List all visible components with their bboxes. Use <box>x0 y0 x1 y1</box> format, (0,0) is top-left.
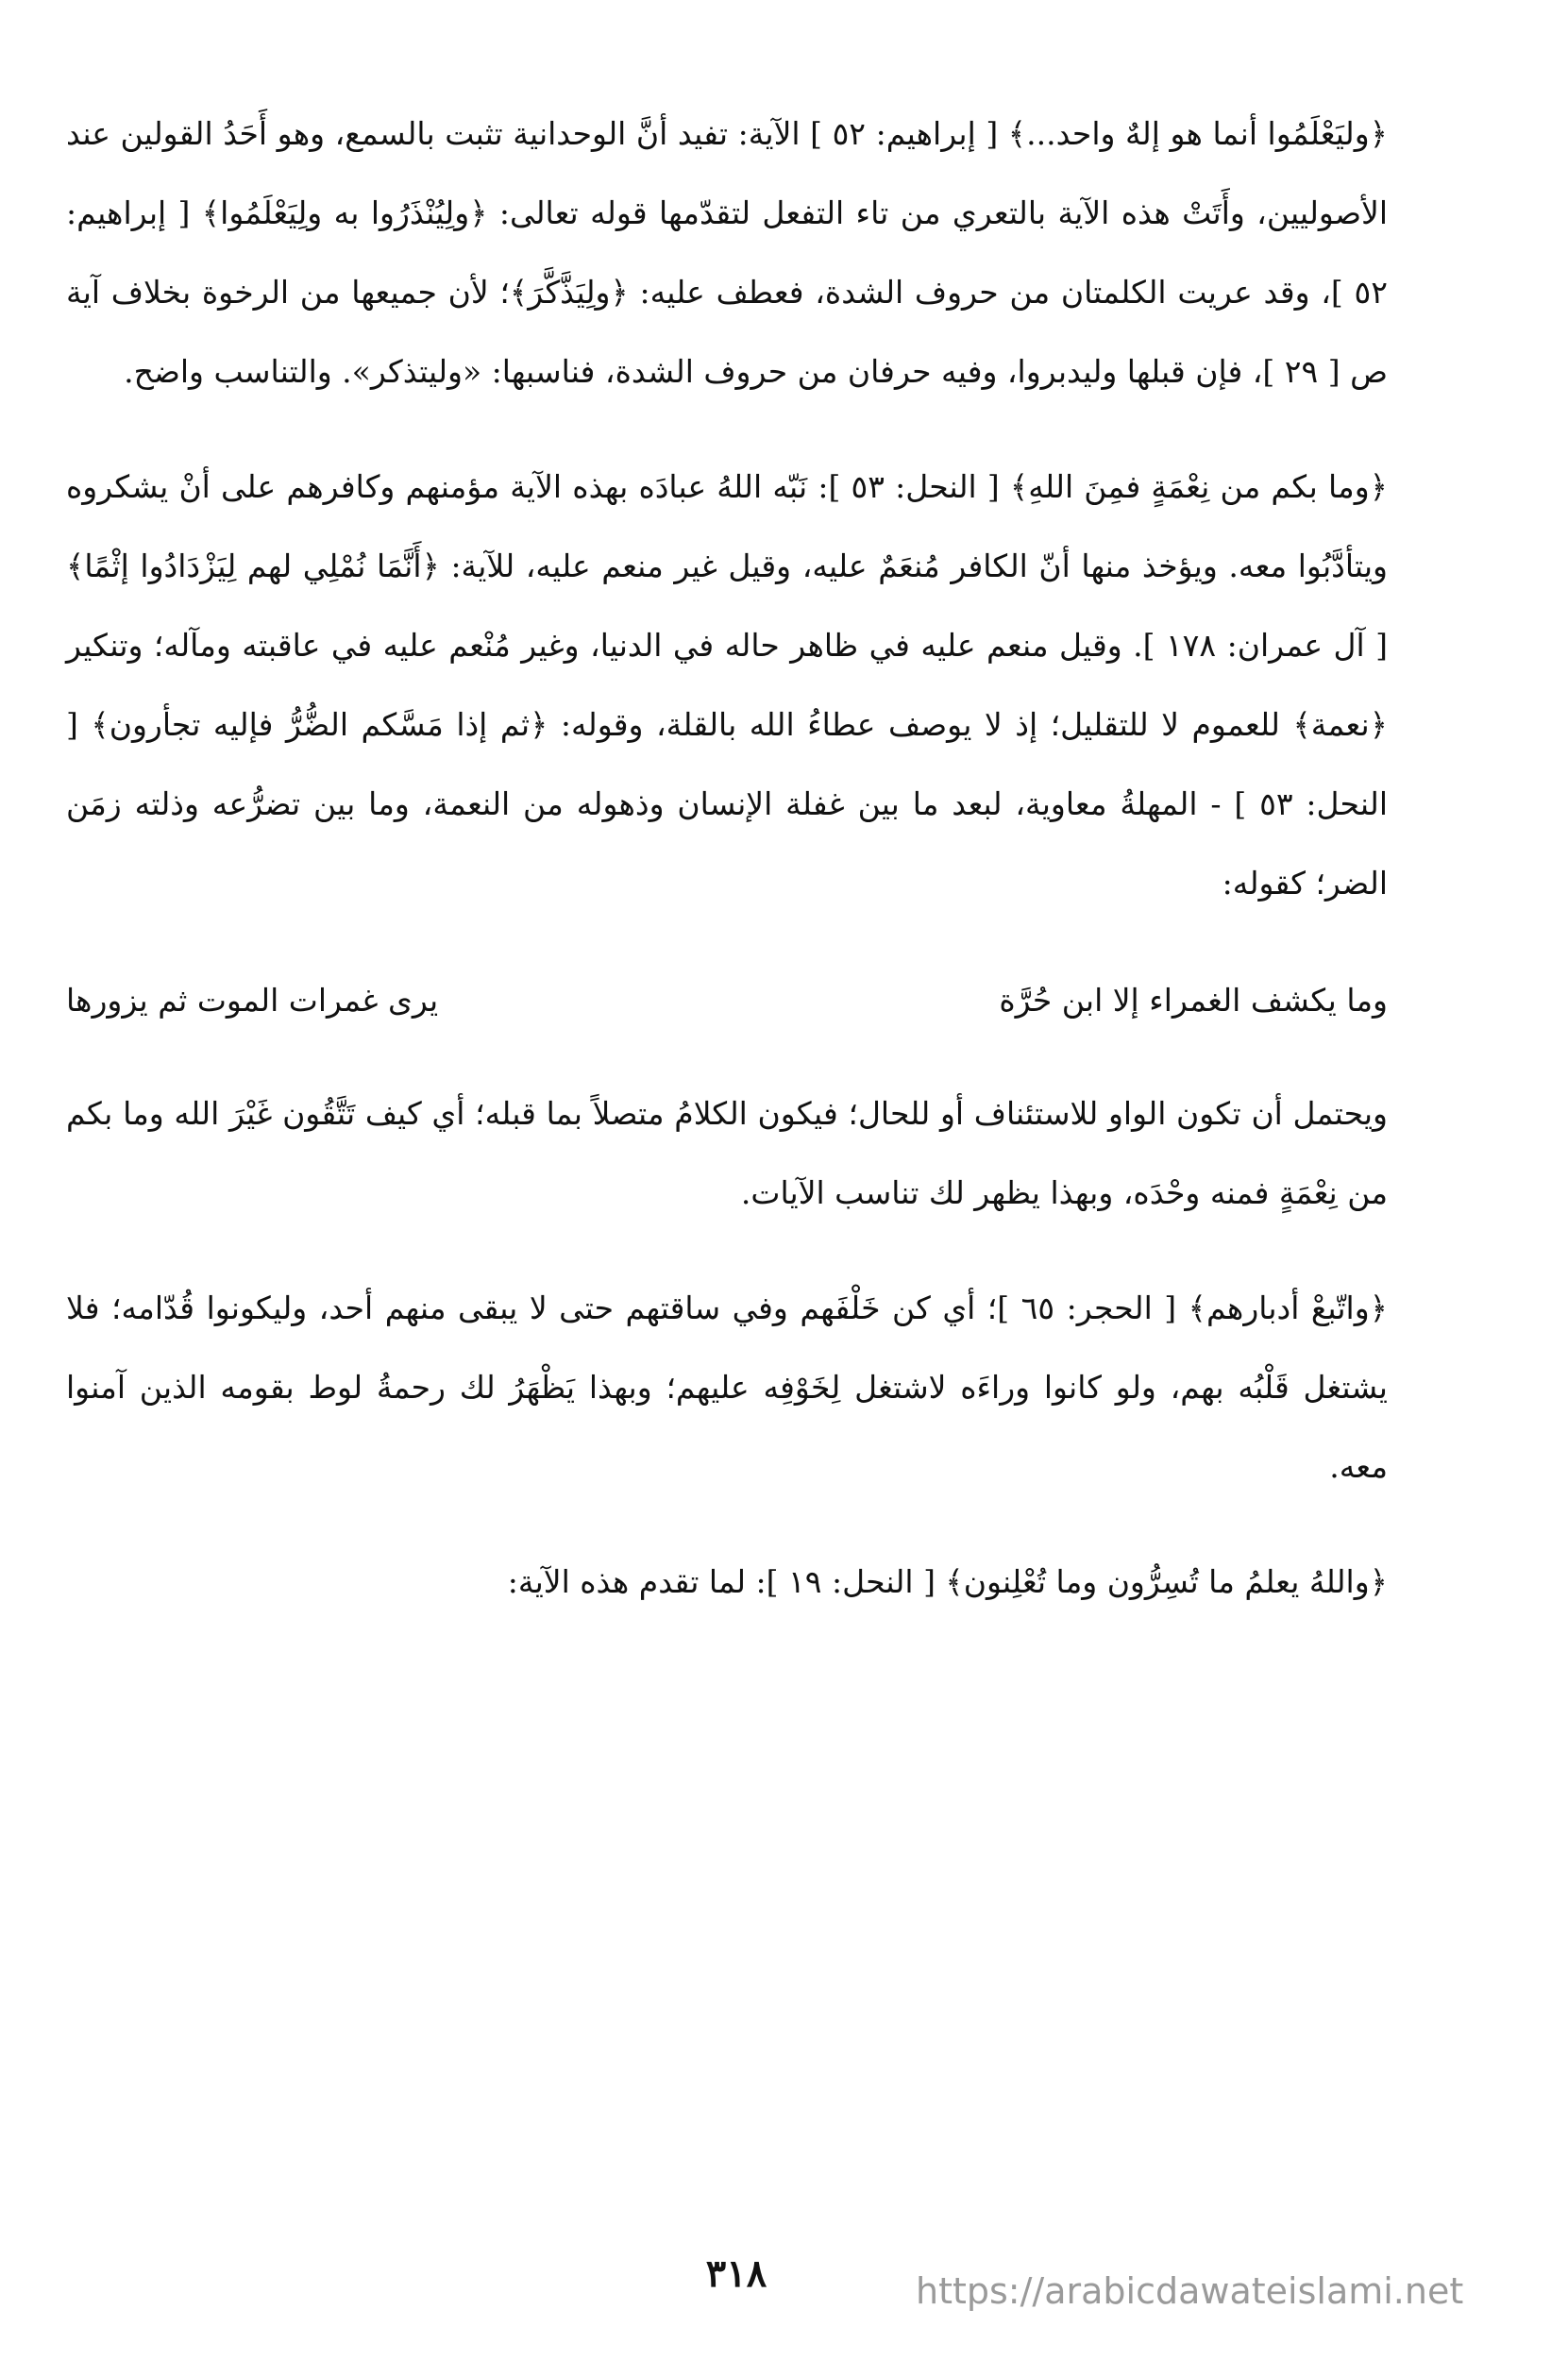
verse-second-hemistich: يرى غمرات الموت ثم يزورها <box>66 982 439 1019</box>
watermark-url: https://arabicdawateislami.net <box>916 2270 1464 2312</box>
paragraph-nahl-53: ﴿وما بكم من نِعْمَةٍ فمِنَ اللهِ﴾ [ النحل: ٥٣ ]: نَبّه اللهُ عبادَه بهذه الآية مؤمنهم وكافرهم على أنْ يشكروه ويتأدَّبُوا معه. ويؤخذ منها أنّ الكافر مُنعَمٌ عليه، وقيل غير منعم عليه، للآية: ﴿أَنَّمَا نُمْلِي لهم لِيَزْدَادُوا إثْمًا﴾ [ آل عمران: ١٧٨ ]. وقيل منعم عليه في ظاهر حاله في الدنيا، وغير مُنْعم عليه في عاقبته ومآله؛ وتنكير ﴿نعمة﴾ للعموم لا للتقليل؛ إذ لا يوصف عطاءُ الله بالقلة، وقوله: ﴿ثم إذا مَسَّكم الضُّرُّ فإليه تجأرون﴾ [ النحل: ٥٣ ] - المهلةُ معاوية، لبعد ما بين غفلة الإنسان وذهوله من النعمة، وما بين تضرُّعه وذلته زمَن الضر؛ كقوله: <box>66 468 1388 902</box>
verse-first-hemistich: وما يكشف الغمراء إلا ابن حُرَّة <box>999 982 1388 1019</box>
poetry-verse <box>66 961 1388 1040</box>
paragraph-waw-istinaf: ويحتمل أن تكون الواو للاستئناف أو للحال؛ فيكون الكلامُ متصلاً بما قبله؛ أي كيف تَتَّقُون غَيْرَ الله وما بكم من نِعْمَةٍ فمنه وحْدَه، وبهذا يظهر لك تناسب الآيات. <box>66 1095 1388 1211</box>
page-number: ٣١٨ <box>705 2251 767 2296</box>
page-body <box>66 94 1388 1622</box>
paragraph-ibrahim-52: ﴿وليَعْلَمُوا أنما هو إلهٌ واحد...﴾ [ إبراهيم: ٥٢ ] الآية: تفيد أنَّ الوحدانية تثبت بالسمع، وهو أَحَدُ القولين عند الأصوليين، وأَتَتْ هذه الآية بالتعري من تاء التفعل لتقدّمها قوله تعالى: ﴿ولِيُنْذَرُوا به ولِيَعْلَمُوا﴾ [ إبراهيم: ٥٢ ]، وقد عريت الكلمتان من حروف الشدة، فعطف عليه: ﴿ولِيَذَّكَّرَ﴾؛ لأن جميعها من الرخوة بخلاف آية ص [ ٢٩ ]، فإن قبلها وليدبروا، وفيه حرفان من حروف الشدة، فناسبها: «وليتذكر». والتناسب واضح. <box>66 115 1388 390</box>
paragraph-hijr-65: ﴿واتّبعْ أدبارهم﴾ [ الحجر: ٦٥ ]؛ أي كن خَلْفَهم وفي ساقتهم حتى لا يبقى منهم أحد، وليكونوا قُدّامه؛ فلا يشتغل قَلْبُه بهم، ولو كانوا وراءَه لاشتغل لِخَوْفِه عليهم؛ وبهذا يَظْهَرُ لك رحمةُ لوط بقومه الذين آمنوا معه. <box>66 1290 1389 1485</box>
paragraph-nahl-19: ﴿واللهُ يعلمُ ما تُسِرُّون وما تُعْلِنون﴾ [ النحل: ١٩ ]: لما تقدم هذه الآية: <box>507 1563 1388 1600</box>
